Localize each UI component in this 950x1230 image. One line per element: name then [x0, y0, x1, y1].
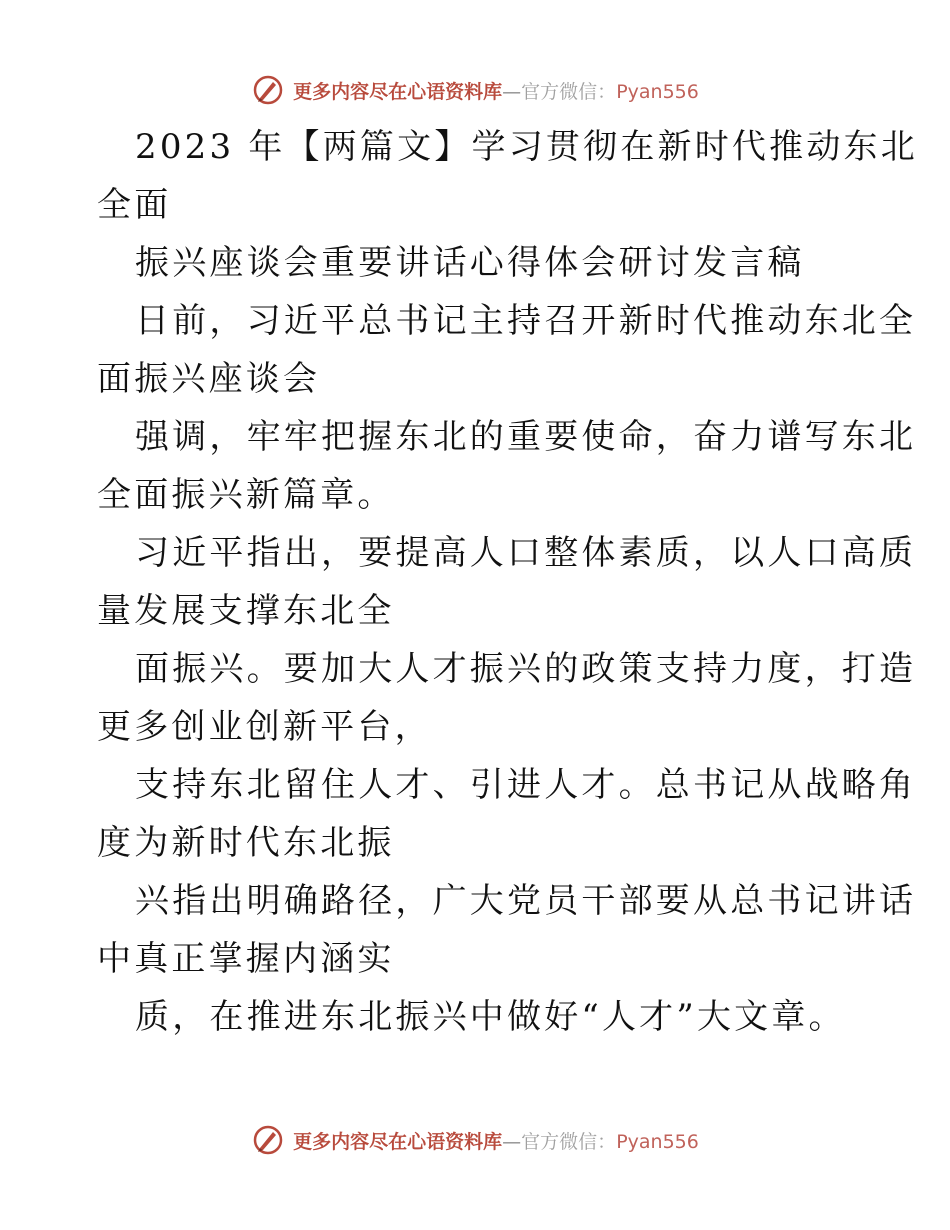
document-line: 2023 年【两篇文】学习贯彻在新时代推动东北: [135, 127, 918, 167]
document-line: 强调，牢牢把握东北的重要使命，奋力谱写东北: [135, 417, 917, 457]
header-banner: [0, 70, 950, 110]
document-body: [97, 118, 918, 1046]
document-line: 质，在推进东北振兴中做好“人才”大文章。: [135, 997, 846, 1037]
footer-banner: [0, 1120, 950, 1160]
document-line: 面振兴。要加大人才振兴的政策支持力度，打造: [135, 649, 917, 689]
footer-banner-wechat-id: Pyan556: [616, 1130, 699, 1153]
footer-banner-dash: —: [502, 1130, 522, 1153]
document-line: 兴指出明确路径，广大党员干部要从总书记讲话: [135, 881, 917, 921]
document-line: 中真正掌握内涵实: [97, 939, 395, 979]
document-line: 度为新时代东北振: [97, 823, 395, 863]
document-line: 面振兴座谈会: [97, 359, 321, 399]
pen-logo-icon: [251, 1123, 285, 1157]
header-banner-text: [293, 77, 699, 104]
pen-logo-icon: [251, 73, 285, 107]
document-line: 更多创业创新平台，: [97, 707, 432, 747]
header-banner-wechat-id: Pyan556: [616, 80, 699, 103]
document-line: 习近平指出，要提高人口整体素质，以人口高质: [135, 533, 917, 573]
header-banner-wechat-label: 官方微信：: [521, 80, 617, 103]
document-line: 全面振兴新篇章。: [97, 475, 395, 515]
footer-banner-wechat-label: 官方微信：: [521, 1130, 617, 1153]
document-line: 支持东北留住人才、引进人才。总书记从战略角: [135, 765, 917, 805]
footer-banner-main: 更多内容尽在心语资料库: [293, 1130, 503, 1153]
footer-banner-text: [293, 1127, 699, 1154]
document-line: 量发展支撑东北全: [97, 591, 395, 631]
document-line: 日前，习近平总书记主持召开新时代推动东北全: [135, 301, 917, 341]
header-banner-main: 更多内容尽在心语资料库: [293, 80, 503, 103]
document-line: 振兴座谈会重要讲话心得体会研讨发言稿: [135, 243, 805, 283]
header-banner-dash: —: [502, 80, 522, 103]
document-line: 全面: [97, 185, 172, 225]
